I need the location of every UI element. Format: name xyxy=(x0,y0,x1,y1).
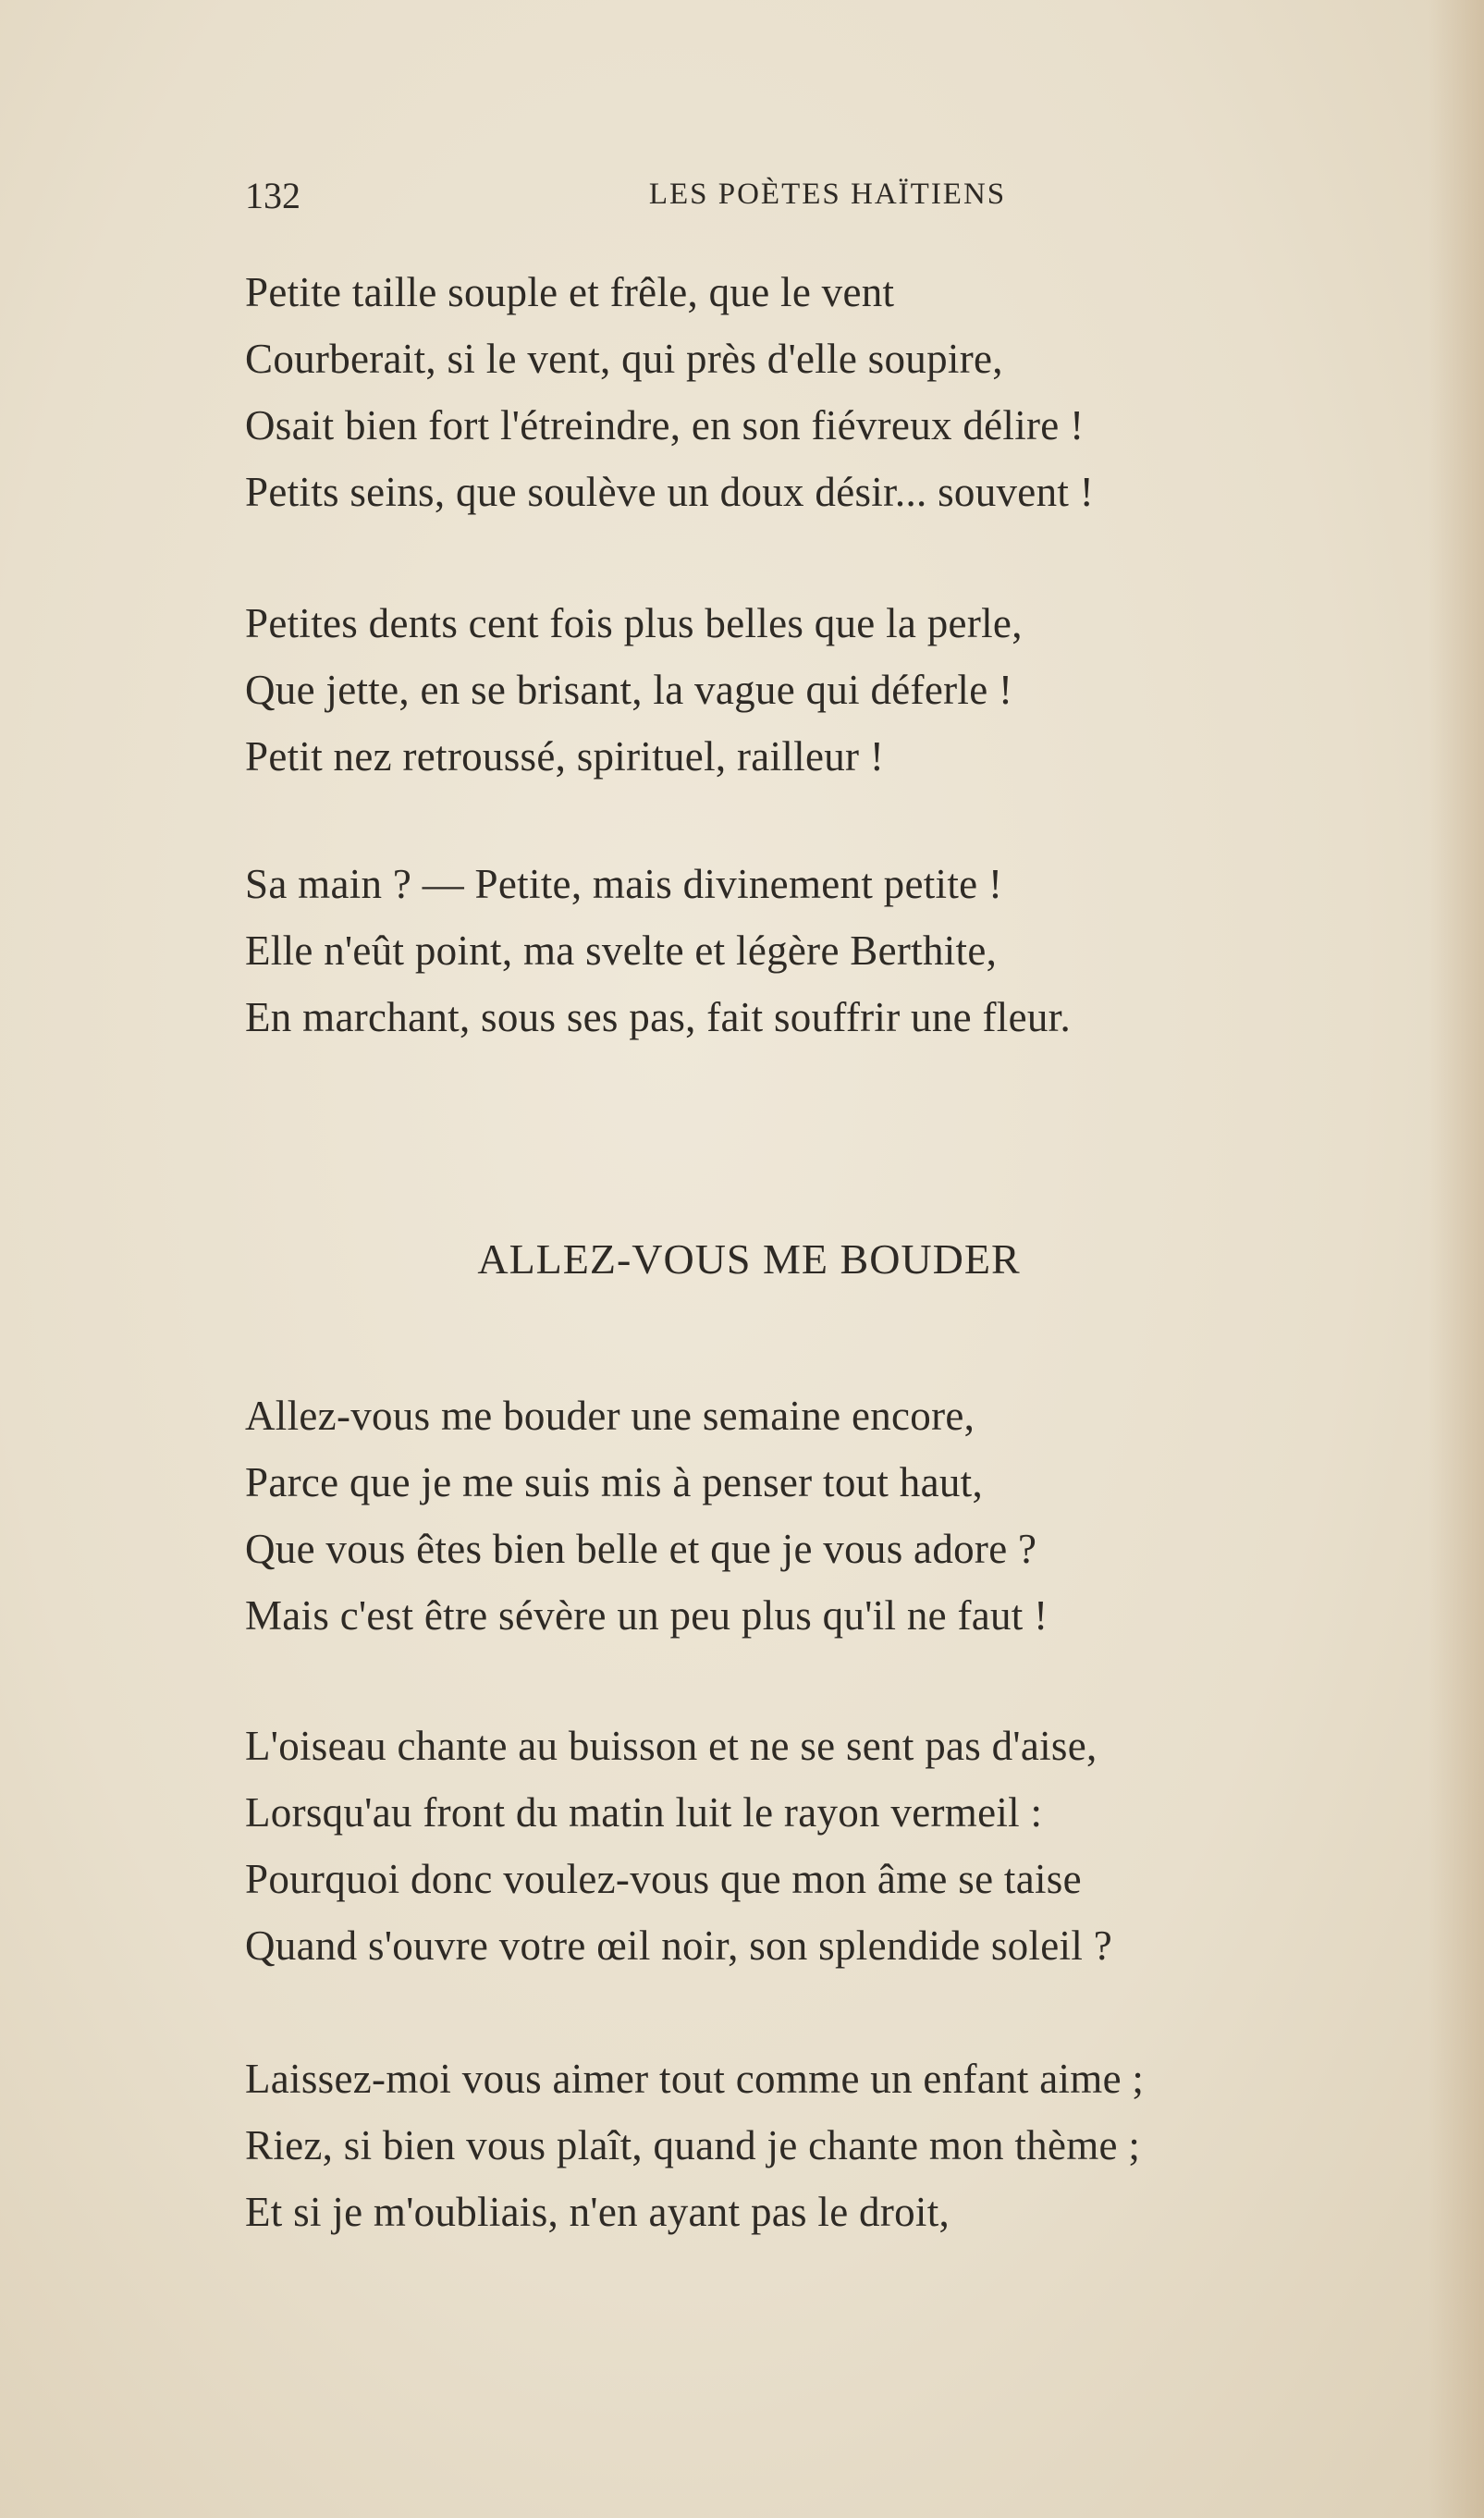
verse-line: Courberait, si le vent, qui près d'elle soupire, xyxy=(245,336,1003,382)
verse-line: Que vous êtes bien belle et que je vous adore ? xyxy=(245,1526,1037,1572)
verse-line: Petits seins, que soulève un doux désir... souvent ! xyxy=(245,469,1095,515)
verse-line: L'oiseau chante au buisson et ne se sent pas d'aise, xyxy=(245,1723,1098,1769)
verse-line: Parce que je me suis mis à penser tout haut, xyxy=(245,1459,983,1505)
verse-line: Osait bien fort l'étreindre, en son fiévreux délire ! xyxy=(245,402,1085,448)
verse-line: Allez-vous me bouder une semaine encore, xyxy=(245,1393,975,1439)
running-title: LES POÈTES HAÏTIENS xyxy=(648,178,1007,211)
verse-line: Elle n'eût point, ma svelte et légère Berthite, xyxy=(245,927,998,974)
verse-line: Petites dents cent fois plus belles que la perle, xyxy=(245,600,1023,646)
verse-line: Mais c'est être sévère un peu plus qu'il ne faut ! xyxy=(245,1592,1049,1639)
verse-line: Petit nez retroussé, spirituel, railleur ! xyxy=(245,733,885,780)
verse-line: Et si je m'oubliais, n'en ayant pas le droit, xyxy=(245,2189,950,2235)
page-number: 132 xyxy=(245,175,300,216)
verse-line: Lorsqu'au front du matin luit le rayon vermeil : xyxy=(245,1789,1043,1836)
poem-title: ALLEZ-VOUS ME BOUDER xyxy=(477,1235,1021,1283)
verse-line: Que jette, en se brisant, la vague qui déferle ! xyxy=(245,667,1013,713)
verse-line: Quand s'ouvre votre œil noir, son splendide soleil ? xyxy=(245,1922,1112,1969)
running-header xyxy=(245,174,1410,220)
verse-line: En marchant, sous ses pas, fait souffrir une fleur. xyxy=(245,994,1071,1040)
verse-line: Petite taille souple et frêle, que le vent xyxy=(245,269,895,315)
verse-line: Laissez-moi vous aimer tout comme un enfant aime ; xyxy=(245,2056,1145,2102)
verse-line: Riez, si bien vous plaît, quand je chante mon thème ; xyxy=(245,2122,1141,2168)
verse-line: Pourquoi donc voulez-vous que mon âme se taise xyxy=(245,1856,1082,1902)
verse-line: Sa main ? — Petite, mais divinement petite ! xyxy=(245,861,1003,907)
